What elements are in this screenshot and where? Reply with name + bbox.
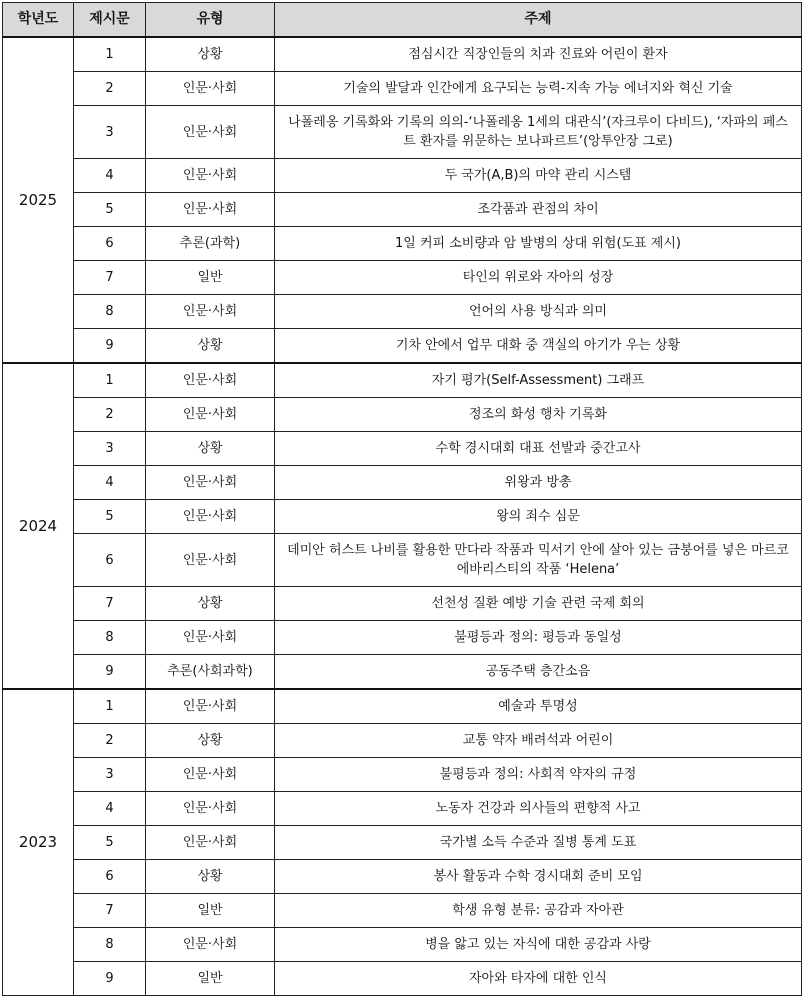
table-row (3, 72, 802, 106)
year-group-2024 (3, 363, 802, 689)
num-cell: 1 (74, 37, 146, 72)
topic-cell: 기술의 발달과 인간에게 요구되는 능력-지속 가능 에너지와 혁신 기술 (275, 72, 802, 106)
year-group-2025 (3, 37, 802, 363)
type-cell: 일반 (146, 261, 275, 295)
num-cell: 8 (74, 621, 146, 655)
num-cell: 7 (74, 894, 146, 928)
num-cell: 9 (74, 962, 146, 996)
topic-cell: 점심시간 직장인들의 치과 진료와 어린이 환자 (275, 37, 802, 72)
table-row (3, 928, 802, 962)
type-cell: 일반 (146, 894, 275, 928)
header-year: 학년도 (3, 3, 74, 38)
topic-cell: 왕의 죄수 심문 (275, 500, 802, 534)
type-cell: 인문·사회 (146, 792, 275, 826)
type-cell: 인문·사회 (146, 534, 275, 587)
num-cell: 3 (74, 758, 146, 792)
table-row (3, 758, 802, 792)
table-row (3, 826, 802, 860)
table-row (3, 724, 802, 758)
num-cell: 6 (74, 860, 146, 894)
table-row (3, 894, 802, 928)
type-cell: 상황 (146, 37, 275, 72)
num-cell: 5 (74, 826, 146, 860)
topic-cell: 예술과 투명성 (275, 689, 802, 724)
type-cell: 상황 (146, 329, 275, 364)
type-cell: 인문·사회 (146, 466, 275, 500)
num-cell: 6 (74, 227, 146, 261)
type-cell: 상황 (146, 724, 275, 758)
year-cell: 2024 (3, 363, 74, 689)
type-cell: 인문·사회 (146, 928, 275, 962)
type-cell: 상황 (146, 432, 275, 466)
num-cell: 6 (74, 534, 146, 587)
type-cell: 인문·사회 (146, 500, 275, 534)
topic-cell: 두 국가(A,B)의 마약 관리 시스템 (275, 159, 802, 193)
num-cell: 4 (74, 466, 146, 500)
topic-cell: 노동자 건강과 의사들의 편향적 사고 (275, 792, 802, 826)
type-cell: 일반 (146, 962, 275, 996)
topic-cell: 1일 커피 소비량과 암 발병의 상대 위험(도표 제시) (275, 227, 802, 261)
topic-cell: 선천성 질환 예방 기술 관련 국제 회의 (275, 587, 802, 621)
table-row (3, 37, 802, 72)
num-cell: 8 (74, 295, 146, 329)
year-cell: 2025 (3, 37, 74, 363)
header-type: 유형 (146, 3, 275, 38)
topic-cell: 기차 안에서 업무 대화 중 객실의 아기가 우는 상황 (275, 329, 802, 364)
num-cell: 8 (74, 928, 146, 962)
topics-table (2, 2, 802, 996)
topic-cell: 데미안 허스트 나비를 활용한 만다라 작품과 믹서기 안에 살아 있는 금붕어를 넣은 마르코 에바리스티의 작품 ‘Helena’ (275, 534, 802, 587)
topic-cell: 학생 유형 분류: 공감과 자아관 (275, 894, 802, 928)
type-cell: 상황 (146, 860, 275, 894)
table-row (3, 689, 802, 724)
table-row (3, 295, 802, 329)
table-row (3, 587, 802, 621)
num-cell: 9 (74, 329, 146, 364)
table-row (3, 106, 802, 159)
num-cell: 2 (74, 724, 146, 758)
table-row (3, 227, 802, 261)
topic-cell: 정조의 화성 행차 기록화 (275, 398, 802, 432)
table-row (3, 329, 802, 364)
topic-cell: 교통 약자 배려석과 어린이 (275, 724, 802, 758)
num-cell: 9 (74, 655, 146, 690)
topic-cell: 병을 앓고 있는 자식에 대한 공감과 사랑 (275, 928, 802, 962)
type-cell: 상황 (146, 587, 275, 621)
table-row (3, 432, 802, 466)
topic-cell: 자기 평가(Self-Assessment) 그래프 (275, 363, 802, 398)
header-num: 제시문 (74, 3, 146, 38)
type-cell: 인문·사회 (146, 159, 275, 193)
table-row (3, 159, 802, 193)
topic-cell: 언어의 사용 방식과 의미 (275, 295, 802, 329)
topic-cell: 위왕과 방총 (275, 466, 802, 500)
type-cell: 추론(사회과학) (146, 655, 275, 690)
num-cell: 5 (74, 193, 146, 227)
type-cell: 인문·사회 (146, 193, 275, 227)
num-cell: 3 (74, 106, 146, 159)
table-row (3, 534, 802, 587)
type-cell: 인문·사회 (146, 758, 275, 792)
header-topic: 주제 (275, 3, 802, 38)
topic-cell: 불평등과 정의: 평등과 동일성 (275, 621, 802, 655)
num-cell: 5 (74, 500, 146, 534)
table-row (3, 655, 802, 690)
table-row (3, 860, 802, 894)
type-cell: 인문·사회 (146, 72, 275, 106)
table-row (3, 363, 802, 398)
num-cell: 3 (74, 432, 146, 466)
topic-cell: 타인의 위로와 자아의 성장 (275, 261, 802, 295)
type-cell: 인문·사회 (146, 363, 275, 398)
num-cell: 7 (74, 587, 146, 621)
year-group-2023 (3, 689, 802, 996)
table-row (3, 466, 802, 500)
num-cell: 1 (74, 689, 146, 724)
topic-cell: 자아와 타자에 대한 인식 (275, 962, 802, 996)
topic-cell: 나폴레옹 기록화와 기록의 의의-‘나폴레옹 1세의 대관식’(자크루이 다비드), ‘자파의 페스트 환자를 위문하는 보나파르트’(앙투안장 그로) (275, 106, 802, 159)
table-row (3, 500, 802, 534)
table-row (3, 398, 802, 432)
table-row (3, 621, 802, 655)
table-row (3, 962, 802, 996)
num-cell: 2 (74, 72, 146, 106)
type-cell: 인문·사회 (146, 398, 275, 432)
num-cell: 1 (74, 363, 146, 398)
type-cell: 인문·사회 (146, 826, 275, 860)
topic-cell: 공동주택 층간소음 (275, 655, 802, 690)
type-cell: 인문·사회 (146, 621, 275, 655)
table-row (3, 193, 802, 227)
num-cell: 4 (74, 159, 146, 193)
topic-cell: 국가별 소득 수준과 질병 통계 도표 (275, 826, 802, 860)
type-cell: 추론(과학) (146, 227, 275, 261)
type-cell: 인문·사회 (146, 689, 275, 724)
num-cell: 4 (74, 792, 146, 826)
topic-cell: 불평등과 정의: 사회적 약자의 규정 (275, 758, 802, 792)
table-row (3, 261, 802, 295)
num-cell: 7 (74, 261, 146, 295)
table-row (3, 792, 802, 826)
num-cell: 2 (74, 398, 146, 432)
type-cell: 인문·사회 (146, 106, 275, 159)
type-cell: 인문·사회 (146, 295, 275, 329)
topic-cell: 수학 경시대회 대표 선발과 중간고사 (275, 432, 802, 466)
topic-cell: 봉사 활동과 수학 경시대회 준비 모임 (275, 860, 802, 894)
topic-cell: 조각품과 관점의 차이 (275, 193, 802, 227)
year-cell: 2023 (3, 689, 74, 996)
header-row (3, 3, 802, 38)
